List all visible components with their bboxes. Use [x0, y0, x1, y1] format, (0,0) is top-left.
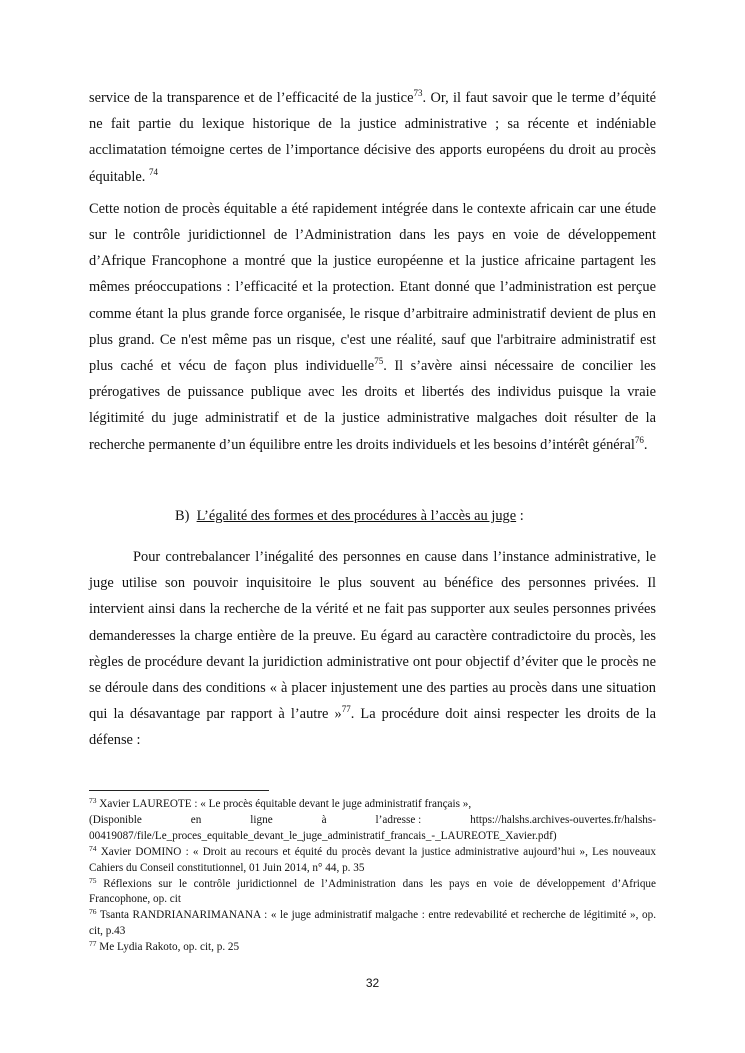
paragraph-1 [89, 85, 656, 190]
footnote-ref-73[interactable]: 73 [413, 88, 423, 98]
footnote-ref-77[interactable]: 77 [341, 704, 351, 715]
footnote-url-line [89, 813, 656, 829]
footnote-word: l’adresse : [375, 813, 422, 826]
footnote-ref-75[interactable]: 75 [374, 356, 384, 367]
footnote-number: 77 [89, 939, 97, 949]
paragraph-1-text-cont: . Or, il faut savoir que le terme d’équité ne fait partie du lexique historique de la justice administrative ; sa récente et indéniable acclimatation témoigne certes de l’importance décisive des apports européens du droit au procès équitable. [89, 90, 656, 185]
footnote-text: Réflexions sur le contrôle juridictionnel de l’Administration dans les pays en voie de développement d’Afrique Francophone, op. cit [89, 877, 656, 906]
footnote-link-cont[interactable]: 00419087/file/Le_proces_equitable_devant_le_juge_administratif_francais_-_LAUREOTE_Xavier.pdf) [89, 829, 557, 842]
paragraph-2-text: Cette notion de procès équitable a été rapidement intégrée dans le contexte africain car une étude sur le contrôle juridictionnel de l’Administration dans les pays en voie de développement d’Afrique Francophone a montré que la justice européenne et la justice africaine partagent les mêmes préoccupations : l’efficacité et la protection. Etant donné que l’administration est perçue comme étant la plus grande force organisée, le risque d’arbitraire administratif devient de plus en plus grand. Ce n'est même pas un risque, c'est une réalité, sauf que l'arbitraire administratif est plus caché et vécu de façon plus individuelle [89, 200, 656, 375]
footnote-word: ligne [250, 813, 273, 826]
footnote-word: (Disponible [89, 813, 142, 826]
footnote-number: 74 [89, 843, 97, 853]
paragraph-2-text-cont: . Il s’avère ainsi nécessaire de concilier les prérogatives de puissance publique avec les droits et libertés des individus puisque la vraie légitimité du juge administratif et de la justice administrative malgaches doit résulter de la recherche permanente d’un équilibre entre les droits individuels et les besoins d’intérêt général [89, 358, 656, 453]
section-heading [175, 508, 524, 525]
paragraph-3 [89, 544, 656, 754]
footnote-75 [89, 877, 656, 909]
paragraph-3-text-cont: . La procédure doit ainsi respecter les droits de la défense : [89, 706, 656, 749]
footnote-number: 75 [89, 875, 97, 885]
footnote-number: 73 [89, 796, 97, 805]
footnote-76 [89, 908, 656, 940]
section-title: L’égalité des formes et des procédures à l’accès au juge [196, 508, 517, 524]
footnote-ref-76[interactable]: 76 [634, 434, 644, 445]
footnote-77 [89, 940, 656, 956]
paragraph-3-text: Pour contrebalancer l’inégalité des personnes en cause dans l’instance administrative, le juge utilise son pouvoir inquisitoire le plus souvent au bénéfice des personnes privées. Il intervient ainsi dans la recherche de la vérité et ne fait pas supporter aux seules personnes privées demanderesses la charge entière de la preuve. Eu égard au caractère contradictoire du procès, les règles de procédure devant la juridiction administrative ont pour objectif d’éviter que le procès ne se déroule dans des conditions « à placer injustement une des parties au procès dans une situation qui la désavantage par rapport à l’autre » [89, 549, 656, 723]
footnote-74 [89, 845, 656, 877]
paragraph-1-text: service de la transparence et de l’efficacité de la justice [89, 90, 414, 106]
page-number: 32 [365, 976, 380, 990]
footnote-ref-74[interactable]: 74 [148, 166, 158, 177]
footnote-word: à [321, 813, 327, 826]
paragraph-2 [89, 196, 656, 458]
footnote-text: Tsanta RANDRIANARIMANANA : « le juge administratif malgache : entre redevabilité et recherche de légitimité », op. cit, p.43 [89, 909, 656, 938]
footnote-text: Xavier LAUREOTE : « Le procès équitable devant le juge administratif français », [96, 798, 472, 810]
section-label: B) [175, 508, 190, 524]
footnote-text: Xavier DOMINO : « Droit au recours et équité du procès devant la justice administrative aujourd’hui », Les nouveaux Cahiers du Conseil constitutionnel, 01 Juin 2014, n° 44, p. 35 [89, 845, 656, 874]
footnote-word: en [190, 813, 202, 826]
body-text-bottom [89, 544, 656, 754]
footnotes [89, 797, 656, 956]
section-title-suffix: : [516, 508, 524, 524]
footnote-number: 76 [89, 907, 97, 917]
footnote-separator [89, 790, 269, 791]
footnote-73 [89, 797, 656, 845]
body-text-top [89, 85, 656, 458]
paragraph-2-end: . [643, 436, 648, 453]
footnote-text: Me Lydia Rakoto, op. cit, p. 25 [96, 941, 240, 954]
footnote-link[interactable]: https://halshs.archives-ouvertes.fr/halshs- [470, 813, 656, 826]
